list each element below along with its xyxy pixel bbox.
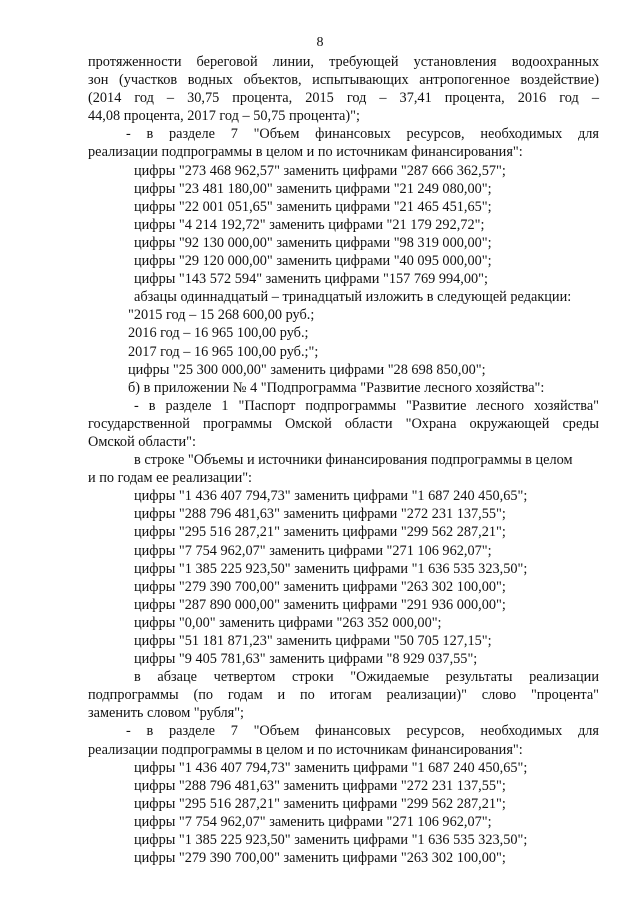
text-line: цифры "7 754 962,07" заменить цифрами "271 106 962,07";: [134, 542, 492, 559]
text-line: цифры "1 385 225 923,50" заменить цифрами "1 636 535 323,50";: [134, 560, 528, 577]
text-line: цифры "1 436 407 794,73" заменить цифрами "1 687 240 450,65";: [134, 488, 528, 505]
document-body: [88, 53, 599, 867]
text-line: Омской области":: [88, 433, 196, 450]
text-line: зон (участков водных объектов, испытывающих антропогенное воздействие): [88, 72, 599, 89]
text-line: цифры "279 390 700,00" заменить цифрами "263 302 100,00";: [134, 578, 506, 595]
text-line: цифры "1 436 407 794,73" заменить цифрами "1 687 240 450,65";: [134, 759, 528, 776]
text-line: и по годам ее реализации":: [88, 470, 253, 487]
text-line: подпрограммы (по годам и по итогам реализации)" слово "процента": [88, 687, 599, 704]
page-number: 8: [316, 35, 324, 50]
text-line: цифры "92 130 000,00" заменить цифрами "98 319 000,00";: [134, 234, 492, 251]
text-line: цифры "288 796 481,63" заменить цифрами "272 231 137,55";: [134, 777, 506, 794]
text-line: в абзаце четвертом строки "Ожидаемые результаты реализации: [134, 669, 599, 686]
text-line: реализации подпрограммы в целом и по источникам финансирования":: [88, 741, 523, 758]
text-line: цифры "4 214 192,72" заменить цифрами "21 179 292,72";: [134, 216, 485, 233]
text-line: заменить словом "рубля";: [88, 705, 245, 722]
text-line: цифры "0,00" заменить цифрами "263 352 000,00";: [134, 614, 442, 631]
text-line: "2015 год – 15 268 600,00 руб.;: [128, 307, 315, 324]
text-line: государственной программы Омской области "Охрана окружающей среды: [88, 415, 599, 432]
text-line: 2016 год – 16 965 100,00 руб.;: [128, 325, 309, 342]
text-line: цифры "51 181 871,23" заменить цифрами "50 705 127,15";: [134, 633, 492, 649]
text-line: цифры "1 385 225 923,50" заменить цифрами "1 636 535 323,50";: [134, 832, 528, 849]
text-line: - в разделе 1 "Паспорт подпрограммы "Развитие лесного хозяйства": [134, 397, 599, 414]
text-line: цифры "295 516 287,21" заменить цифрами "299 562 287,21";: [134, 524, 506, 541]
text-line: цифры "22 001 051,65" заменить цифрами "21 465 451,65";: [134, 198, 492, 215]
text-line: в строке "Объемы и источники финансирования подпрограммы в целом: [134, 452, 573, 469]
text-line: б) в приложении № 4 "Подпрограмма "Развитие лесного хозяйства":: [128, 379, 545, 396]
text-line: цифры "288 796 481,63" заменить цифрами "272 231 137,55";: [134, 506, 506, 523]
text-line: 44,08 процента, 2017 год – 50,75 процента)";: [88, 108, 360, 125]
text-line: (2014 год – 30,75 процента, 2015 год – 37,41 процента, 2016 год –: [88, 90, 599, 107]
text-line: цифры "295 516 287,21" заменить цифрами "299 562 287,21";: [134, 795, 506, 812]
text-line: - в разделе 7 "Объем финансовых ресурсов, необходимых для: [126, 723, 599, 740]
text-line: цифры "23 481 180,00" заменить цифрами "21 249 080,00";: [134, 180, 492, 197]
text-line: протяженности береговой линии, требующей установления водоохранных: [88, 54, 599, 70]
text-line: 2017 год – 16 965 100,00 руб.;";: [128, 343, 319, 360]
text-line: цифры "25 300 000,00" заменить цифрами "28 698 850,00";: [128, 361, 486, 378]
text-line: цифры "273 468 962,57" заменить цифрами "287 666 362,57";: [134, 162, 506, 179]
text-line: цифры "143 572 594" заменить цифрами "157 769 994,00";: [134, 271, 488, 288]
text-line: цифры "9 405 781,63" заменить цифрами "8 929 037,55";: [134, 651, 478, 668]
text-line: - в разделе 7 "Объем финансовых ресурсов, необходимых для: [126, 126, 599, 143]
text-line: абзацы одиннадцатый – тринадцатый изложить в следующей редакции:: [134, 289, 572, 306]
text-line: цифры "7 754 962,07" заменить цифрами "271 106 962,07";: [134, 813, 492, 830]
text-line: реализации подпрограммы в целом и по источникам финансирования":: [88, 144, 523, 161]
text-line: цифры "287 890 000,00" заменить цифрами "291 936 000,00";: [134, 596, 506, 613]
text-line: цифры "29 120 000,00" заменить цифрами "40 095 000,00";: [134, 253, 492, 270]
text-line: цифры "279 390 700,00" заменить цифрами "263 302 100,00";: [134, 850, 506, 867]
